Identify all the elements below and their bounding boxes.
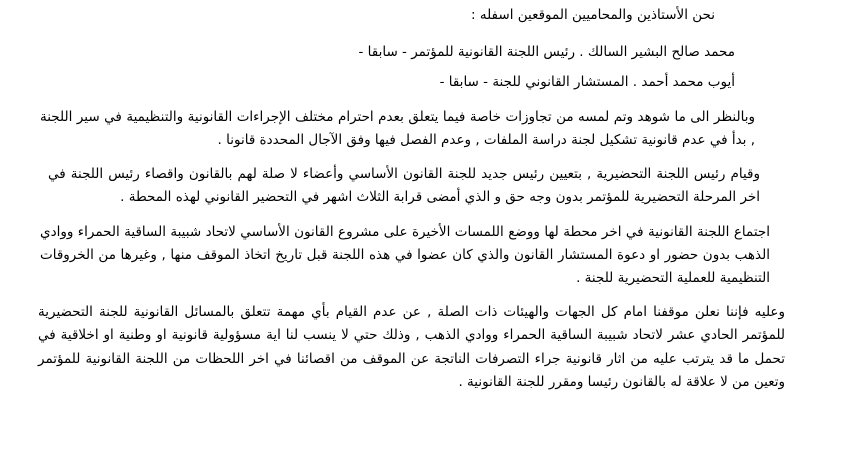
paragraph-body-1: وبالنظر الى ما شوهد وتم لمسه من تجاوزات خاصة فيما يتعلق بعدم احترام مختلف الإجراءات القانونية والتنظيمية في سير اللجنة , بدأ في عدم قانونية تشكيل لجنة دراسة الملفات , وعدم الفصل فيها وفق الآجال المحددة قانونا . [40, 108, 755, 148]
paragraph-intro: نحن الأستاذين والمحاميين الموقعين اسفله : [471, 7, 715, 23]
paragraph-body-3: اجتماع اللجنة القانونية في اخر محطة لها ووضع اللمسات الأخيرة على مشروع القانون الأساسي لاتحاد شبيبة الساقية الحمراء ووادي الذهب بدون حضور او دعوة المستشار القانون والذي كان عضوا في هذه اللجنة قبل تاريخ اتخاذ الموقف منها , وغيرها من الخروقات التنظيمية للعملية التحضيرية للجنة . [40, 223, 770, 286]
paragraph-signatory-2: أيوب محمد أحمد . المستشار القانوني للجنة - سابقا - [439, 74, 735, 91]
paragraph-body-2: وقيام رئيس اللجنة التحضيرية , بتعيين رئيس جديد للجنة القانون الأساسي وأعضاء لا صلة لهم بالقانون واقصاء رئيس اللجنة في اخر المرحلة التحضيرية للمؤتمر بدون وجه حق و الذي أمضى قرابة الثلاث اشهر في التحضير القانوني لهذه المحطة . [48, 166, 760, 206]
paragraph-body-4: وعليه فإننا نعلن موقفنا امام كل الجهات والهيئات ذات الصلة , عن عدم القيام بأي مهمة تتعلق بالمسائل القانونية للجنة التحضيرية للمؤتمر الحادي عشر لاتحاد شبيبة الساقية الحمراء ووادي الذهب , وذلك حتي لا ينسب لنا اية مسؤولية قانونية او وطنية او اخلاقية في تحمل ما قد يترتب عليه من اثار قانونية جراء التصرفات الناتجة عن الموقف من اقصائنا في اخر اللحظات من اللجنة القانونية للمؤتمر وتعين من لا علاقة له بالقانون رئيسا ومقرر للجنة القانونية . [38, 304, 785, 390]
paragraph-signatory-1: محمد صالح البشير السالك . رئيس اللجنة القانونية للمؤتمر - سابقا - [358, 44, 735, 61]
